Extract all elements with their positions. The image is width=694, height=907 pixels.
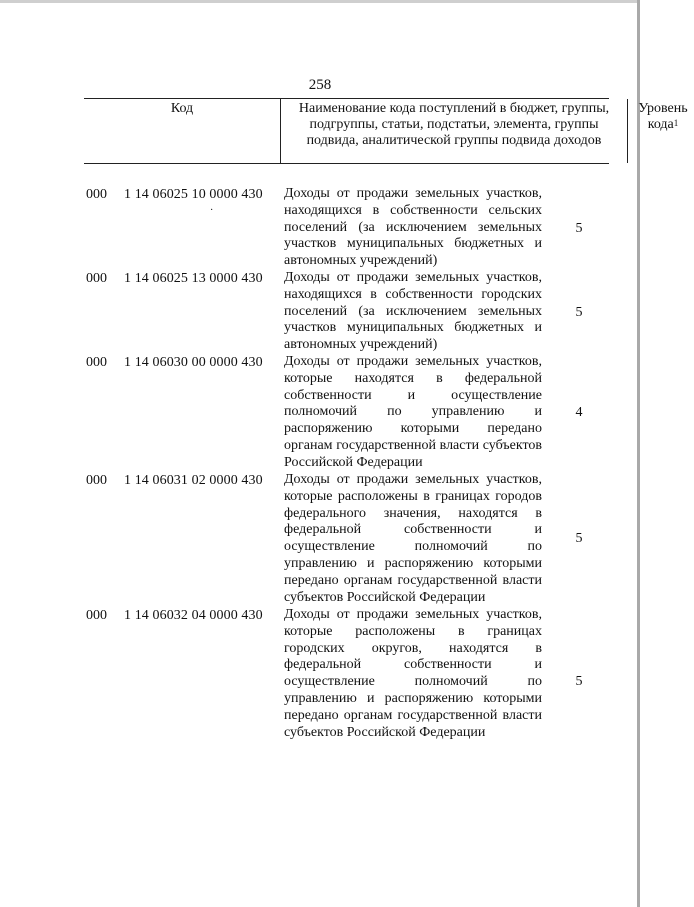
- header-level: [628, 99, 694, 163]
- row-code: 1 14 06031 02 0000 430: [124, 473, 263, 488]
- row-level: 5: [575, 531, 583, 546]
- row-name: Доходы от продажи земельных участков, находящихся в собственности сельских поселений (за исключением земельных участков муниципальных бюджетных и автономных учреждений): [284, 186, 542, 269]
- row-code: 1 14 06025 10 0000 430: [124, 187, 263, 202]
- table-row: [0, 607, 640, 767]
- row-prefix: 000: [86, 473, 107, 488]
- table-row: [0, 472, 640, 607]
- table-row: [0, 186, 640, 270]
- row-prefix: 000: [86, 187, 107, 202]
- header-name: Наименование кода поступлений в бюджет, группы, подгруппы, статьи, подстатьи, элемента, группы подвида, аналитической группы подвида доходов: [280, 99, 628, 163]
- row-name: Доходы от продажи земельных участков, которые расположены в границах городских округов, находятся в федеральной собственности и осуществление полномочий по управлению и распоряжению которыми передано органам государственной власти субъектов Российской Федерации: [284, 607, 542, 740]
- header-level-footnote: 1: [673, 118, 679, 128]
- row-code: 1 14 06025 13 0000 430: [124, 271, 263, 286]
- row-code: 1 14 06032 04 0000 430: [124, 608, 263, 623]
- row-prefix: 000: [86, 355, 107, 370]
- row-level: 5: [575, 674, 583, 689]
- header-level-label: Уровень кода: [638, 101, 688, 132]
- row-level: 4: [575, 405, 583, 420]
- row-level: 5: [575, 221, 583, 236]
- row-level: 5: [575, 305, 583, 320]
- page-number: 258: [308, 77, 332, 93]
- row-name: Доходы от продажи земельных участков, которые расположены в границах городов федерального значения, находятся в федеральной собственности и осуществление полномочий по управлению и распоряжению которыми передано органам государственной власти субъектов Российской Федерации: [284, 472, 542, 605]
- scan-speck: ·: [210, 205, 214, 216]
- table-row: [0, 270, 640, 354]
- row-name: Доходы от продажи земельных участков, которые находятся в федеральной собственности и осуществление полномочий по управлению и распоряжению которыми передано органам государственной власти субъектов Российской Федерации: [284, 354, 542, 470]
- scan-edge-top: [0, 0, 640, 3]
- row-name: Доходы от продажи земельных участков, находящихся в собственности городских поселений (за исключением земельных участков муниципальных бюджетных и автономных учреждений): [284, 270, 542, 353]
- table-row: [0, 354, 640, 472]
- header-code: Код: [170, 101, 194, 116]
- row-prefix: 000: [86, 271, 107, 286]
- row-code: 1 14 06030 00 0000 430: [124, 355, 263, 370]
- table-header: [84, 98, 688, 164]
- table-body: [0, 186, 640, 767]
- row-prefix: 000: [86, 608, 107, 623]
